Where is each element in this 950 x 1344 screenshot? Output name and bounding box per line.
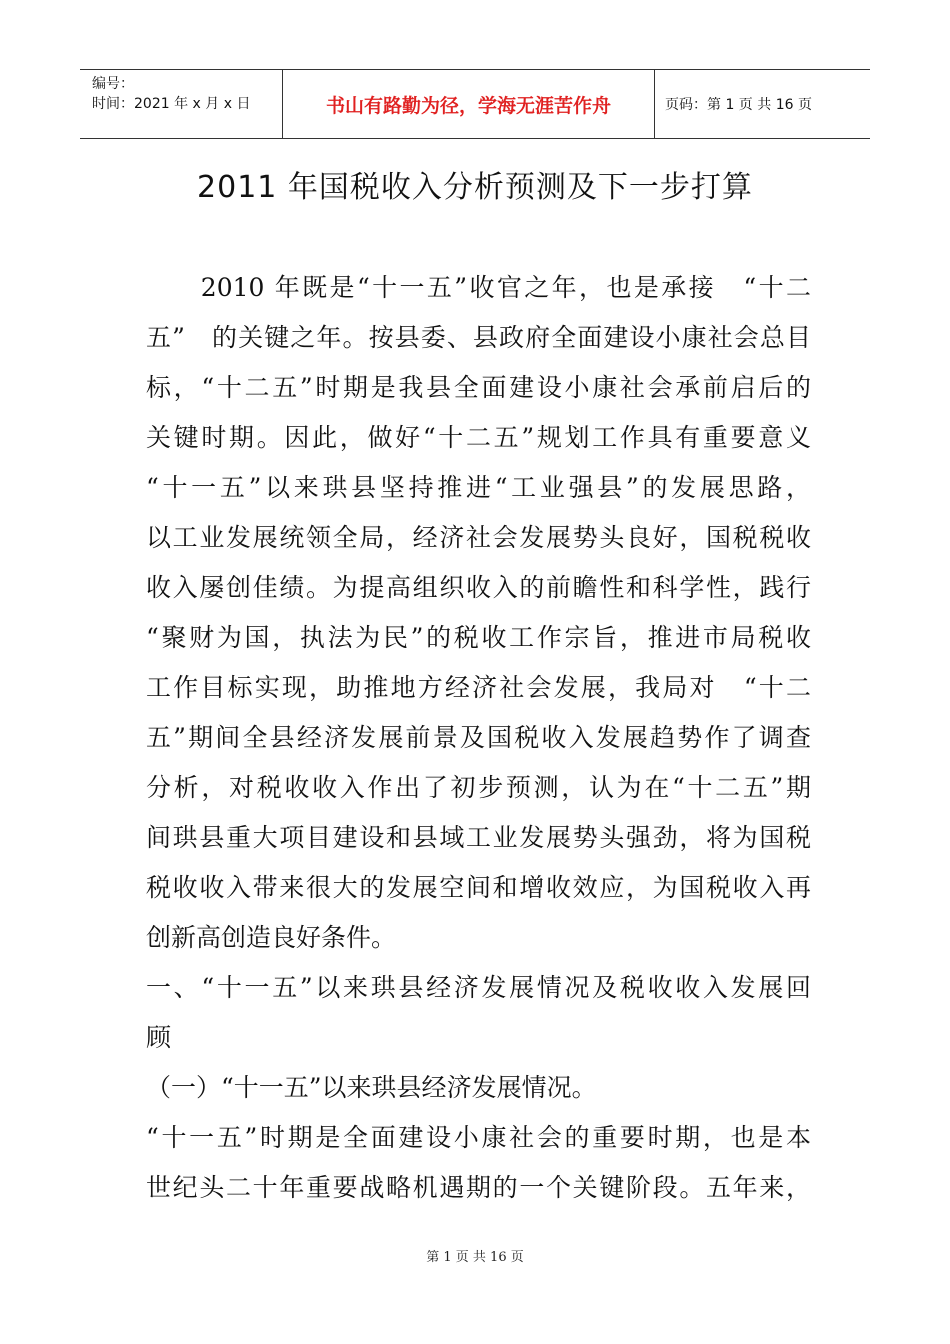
body-line: “十一五”以来珙县坚持推进“工业强县”的发展思路， [146, 473, 811, 502]
number-label: 编号： [92, 76, 134, 92]
body-line: 收入屡创佳绩。为提高组织收入的前瞻性和科学性，践行 [146, 573, 811, 602]
header-page-info: 页码：第 1 页 共 16 页 [665, 97, 812, 113]
body-line: 五” 的关键之年。按县委、县政府全面建设小康社会总目 [146, 323, 811, 352]
subsection-heading: （一）“十一五”以来珙县经济发展情况。 [146, 1073, 597, 1102]
body-line: 工作目标实现，助推地方经济社会发展，我局对 “十二 [146, 673, 811, 702]
body-line: 关键时期。因此，做好“十二五”规划工作具有重要意义 [146, 423, 811, 452]
document-header [80, 69, 870, 139]
body-line: 世纪头二十年重要战略机遇期的一个关键阶段。五年来， [146, 1173, 811, 1202]
document-body [146, 263, 811, 1213]
date-label: 时间：2021 年 x 月 x 日 [92, 96, 251, 112]
body-line: 五”期间全县经济发展前景及国税收入发展趋势作了调查 [146, 723, 811, 752]
page-footer: 第 1 页 共 16 页 [426, 1250, 524, 1265]
body-line: “聚财为国，执法为民”的税收工作宗旨，推进市局税收 [146, 623, 811, 652]
section-heading: 一、“十一五”以来珙县经济发展情况及税收收入发展回 [146, 973, 811, 1002]
body-line: 税收收入带来很大的发展空间和增收效应，为国税收入再 [146, 873, 811, 902]
header-meta [80, 70, 280, 142]
document-title: 2011 年国税收入分析预测及下一步打算 [197, 170, 753, 205]
body-line: 以工业发展统领全局，经济社会发展势头良好，国税税收 [146, 523, 811, 552]
body-line: 创新高创造良好条件。 [146, 923, 397, 952]
header-motto: 书山有路勤为径，学海无涯苦作舟 [325, 94, 611, 117]
section-heading: 顾 [146, 1023, 172, 1052]
body-line: 间珙县重大项目建设和县域工业发展势头强劲，将为国税 [146, 823, 811, 852]
body-line: 标，“十二五”时期是我县全面建设小康社会承前启后的 [146, 373, 811, 402]
body-line: 2010 年既是“十一五”收官之年，也是承接 “十二 [146, 273, 811, 302]
body-line: “十一五”时期是全面建设小康社会的重要时期，也是本 [146, 1123, 811, 1152]
body-line: 分析，对税收收入作出了初步预测，认为在“十二五”期 [146, 773, 811, 802]
